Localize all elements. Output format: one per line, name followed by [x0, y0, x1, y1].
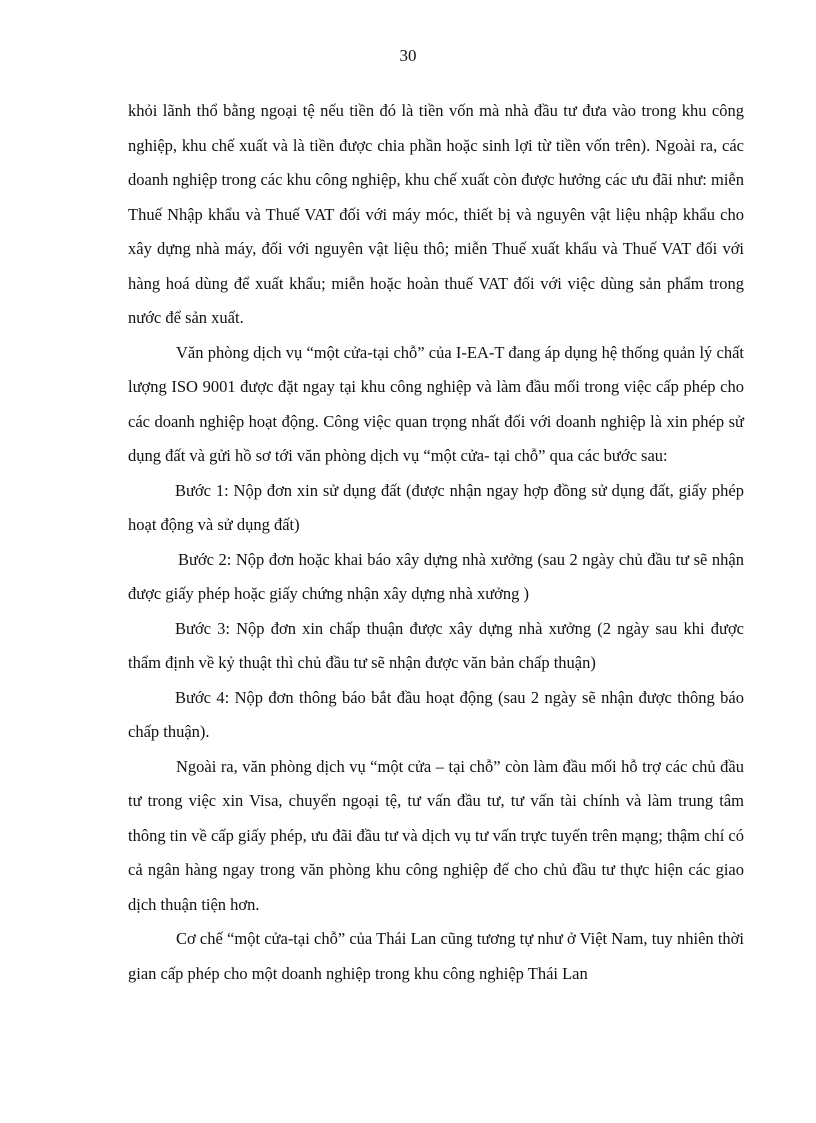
body-text — [128, 94, 744, 991]
paragraph-additional-services: Ngoài ra, văn phòng dịch vụ “một cửa – tại chỗ” còn làm đầu mối hỗ trợ các chủ đầu tư trong việc xin Visa, chuyển ngoại tệ, tư vấn đầu tư, tư vấn tài chính và làm trung tâm thông tin về cấp giấy phép, ưu đãi đầu tư và dịch vụ tư vấn trực tuyến trên mạng; thậm chí có cả ngân hàng ngay trong văn phòng khu công nghiệp để cho chủ đầu tư thực hiện các giao dịch thuận tiện hơn. — [128, 756, 744, 914]
paragraph-one-stop-office: Văn phòng dịch vụ “một cửa-tại chỗ” của I-EA-T đang áp dụng hệ thống quản lý chất lượng ISO 9001 được đặt ngay tại khu công nghiệp và làm đầu mối trong việc cấp phép cho các doanh nghiệp hoạt động. Công việc quan trọng nhất đối với doanh nghiệp là xin phép sử dụng đất và gửi hồ sơ tới văn phòng dịch vụ “một cửa- tại chỗ” qua các bước sau: — [128, 342, 744, 465]
paragraph-continuation: khỏi lãnh thổ bằng ngoại tệ nếu tiền đó là tiền vốn mà nhà đầu tư đưa vào trong khu công nghiệp, khu chế xuất và là tiền được chia phần hoặc sinh lợi từ tiền vốn trên). Ngoài ra, các doanh nghiệp trong các khu công nghiệp, khu chế xuất còn được hưởng các ưu đãi như: miễn Thuế Nhập khẩu và Thuế VAT đối với máy móc, thiết bị và nguyên vật liệu nhập khẩu cho xây dựng nhà máy, đối với nguyên vật liệu thô; miễn Thuế xuất khẩu và Thuế VAT đối với hàng hoá dùng để xuất khẩu; miễn hoặc hoàn thuế VAT đối với việc dùng sản phẩm trong nước để sản xuất. — [128, 101, 744, 327]
paragraph-thailand-comparison: Cơ chế “một cửa-tại chỗ” của Thái Lan cũng tương tự như ở Việt Nam, tuy nhiên thời gian cấp phép cho một doanh nghiệp trong khu công nghiệp Thái Lan — [128, 929, 744, 983]
paragraph-step-4: Bước 4: Nộp đơn thông báo bắt đầu hoạt động (sau 2 ngày sẽ nhận được thông báo chấp thuận). — [128, 687, 744, 741]
paragraph-step-1: Bước 1: Nộp đơn xin sử dụng đất (được nhận ngay hợp đồng sử dụng đất, giấy phép hoạt động và sử dụng đất) — [128, 480, 744, 534]
paragraph-step-2: Bước 2: Nộp đơn hoặc khai báo xây dựng nhà xưởng (sau 2 ngày chủ đầu tư sẽ nhận được giấy phép hoặc giấy chứng nhận xây dựng nhà xưởng ) — [128, 549, 744, 603]
paragraph-step-3: Bước 3: Nộp đơn xin chấp thuận được xây dựng nhà xưởng (2 ngày sau khi được thẩm định về kỷ thuật thì chủ đầu tư sẽ nhận được văn bản chấp thuận) — [128, 618, 744, 672]
page-number: 30 — [399, 46, 417, 65]
